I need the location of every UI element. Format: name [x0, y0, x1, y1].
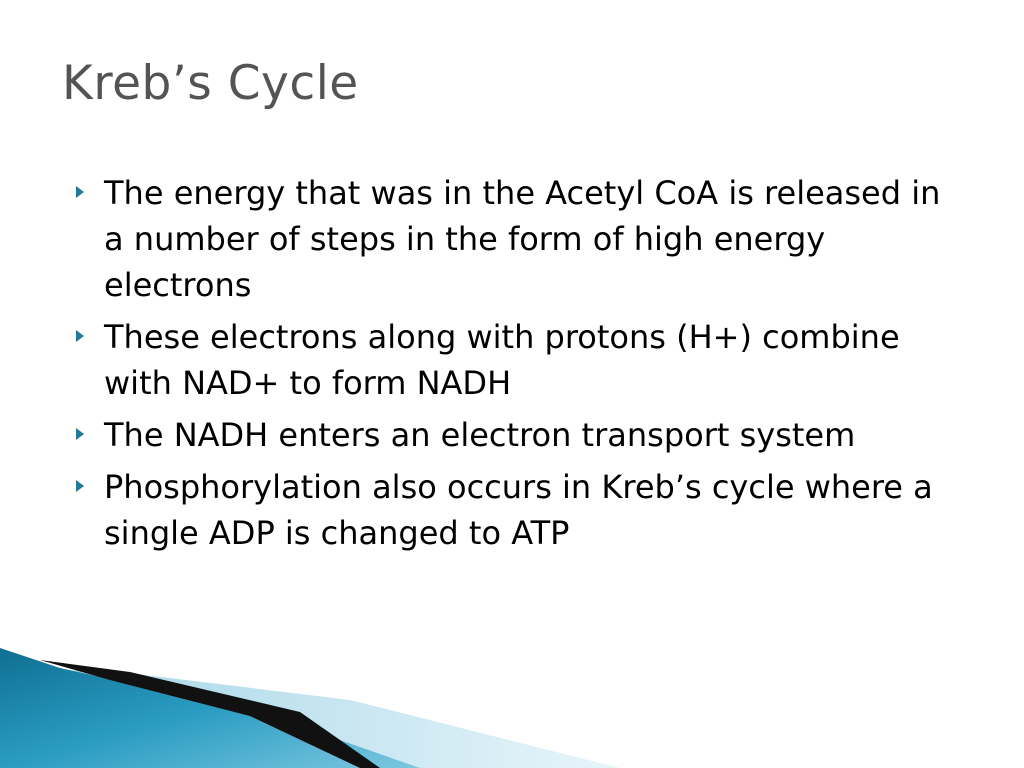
- bullet-text: The NADH enters an electron transport system: [104, 416, 856, 454]
- bullet-text: These electrons along with protons (H+) combine with NAD+ to form NADH: [104, 318, 900, 402]
- bullet-text: Phosphorylation also occurs in Kreb’s cycle where a single ADP is changed to ATP: [104, 468, 933, 552]
- slide-title: Kreb’s Cycle: [62, 56, 359, 111]
- bullet-text: The energy that was in the Acetyl CoA is released in a number of steps in the form of high energy electrons: [104, 174, 941, 304]
